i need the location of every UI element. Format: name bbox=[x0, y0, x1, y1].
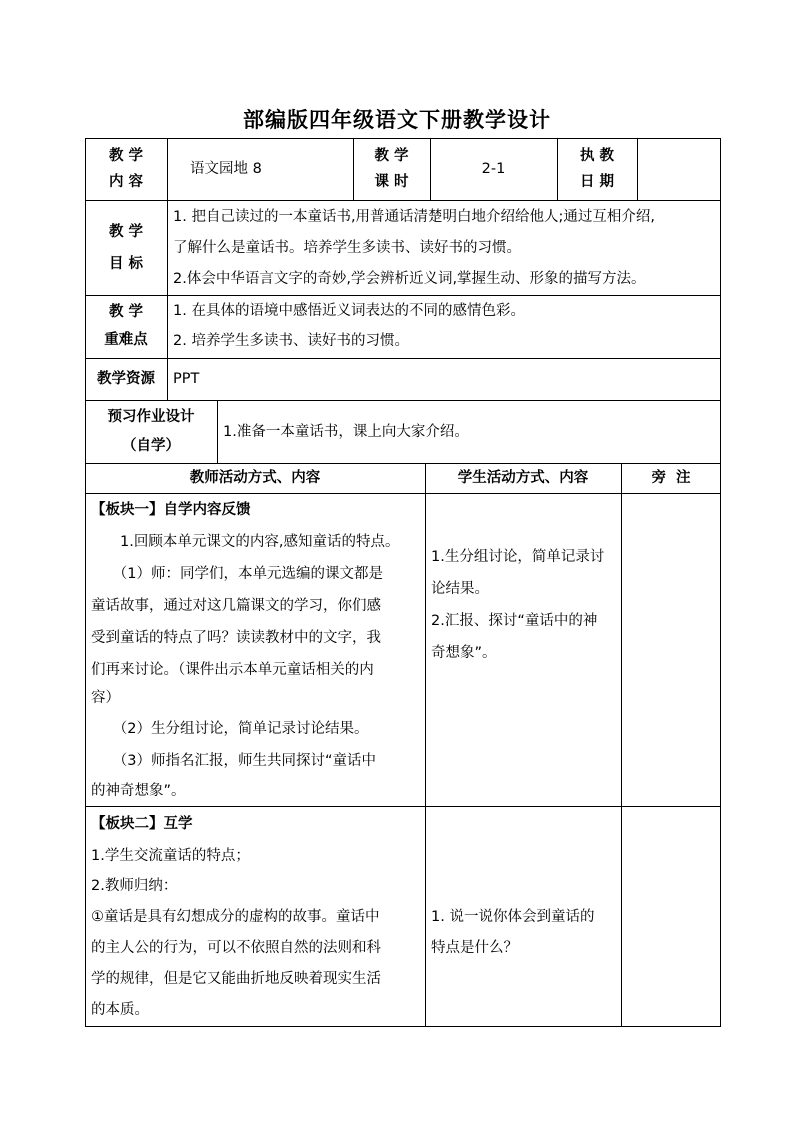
block2-student-line: 1. 说一说你体会到童话的 bbox=[431, 909, 595, 925]
col-divider bbox=[637, 138, 638, 200]
block1-teacher-line: （2）生分组讨论，简单记录讨论结果。 bbox=[91, 721, 369, 737]
label-content: 教 学 内 容 bbox=[108, 148, 144, 190]
block2-teacher-line: 学的规律，但是它又能曲折地反映着现实生活 bbox=[91, 971, 381, 987]
block1-teacher-line: 们再来讨论。（课件出示本单元童话相关的内 bbox=[91, 662, 374, 678]
label-preview: 预习作业设计 （自学） bbox=[107, 409, 195, 454]
block1-heading: 【板块一】自学内容反馈 bbox=[91, 502, 251, 518]
block1-teacher-line: 的神奇想象”。 bbox=[91, 783, 186, 799]
block2-teacher-line: 1.学生交流童话的特点； bbox=[91, 848, 250, 864]
block1-teacher-line: （1）师：同学们，本单元选编的课文都是 bbox=[91, 566, 383, 582]
col-divider bbox=[167, 200, 168, 400]
page-title: 部编版四年级语文下册教学设计 bbox=[243, 108, 551, 132]
col-divider bbox=[217, 400, 218, 463]
row-divider bbox=[85, 463, 721, 464]
keypoints-line: 2. 培养学生多读书、读好书的习惯。 bbox=[173, 333, 409, 349]
header-student: 学生活动方式、内容 bbox=[457, 470, 589, 486]
block1-teacher-line: 容） bbox=[91, 690, 120, 706]
col-divider bbox=[621, 463, 622, 1027]
block1-student-line: 1.生分组讨论，简单记录讨 bbox=[431, 549, 605, 565]
block2-heading: 【板块二】互学 bbox=[91, 816, 193, 832]
keypoints-line: 1. 在具体的语境中感悟近义词表达的不同的感情色彩。 bbox=[173, 303, 525, 319]
goals-line: 2.体会中华语言文字的奇妙,学会辨析近义词,掌握生动、形象的描写方法。 bbox=[173, 271, 646, 287]
goals-line: 了解什么是童话书。培养学生多读书、读好书的习惯。 bbox=[173, 240, 521, 256]
col-divider bbox=[425, 463, 426, 1027]
col-divider bbox=[167, 138, 168, 200]
block1-student-line: 论结果。 bbox=[431, 581, 489, 597]
label-period: 教 学 课 时 bbox=[374, 148, 409, 190]
label-resources: 教学资源 bbox=[97, 371, 155, 387]
block2-teacher-line: ①童话是具有幻想成分的虚构的故事。童话中 bbox=[91, 909, 380, 925]
lesson-content-value: 语文园地 8 bbox=[190, 161, 262, 177]
row-divider bbox=[85, 358, 721, 359]
block1-teacher-line: （3）师指名汇报，师生共同探讨“童话中 bbox=[91, 753, 376, 769]
block1-student-line: 2.汇报、探讨“童话中的神 bbox=[431, 613, 598, 629]
block1-teacher-line: 受到童话的特点了吗？读读教材中的文字，我 bbox=[91, 630, 381, 646]
row-divider bbox=[85, 400, 721, 401]
block2-teacher-line: 的本质。 bbox=[91, 1002, 149, 1018]
lesson-period-value: 2-1 bbox=[481, 161, 506, 177]
resources-value: PPT bbox=[173, 371, 200, 387]
header-teacher: 教师活动方式、内容 bbox=[189, 470, 321, 486]
block1-teacher-line: 童话故事，通过对这几篇课文的学习，你们感 bbox=[91, 598, 381, 614]
block2-teacher-line: 的主人公的行为，可以不依照自然的法则和科 bbox=[91, 940, 381, 956]
header-notes: 旁 注 bbox=[651, 470, 691, 486]
goals-line: 1. 把自己读过的一本童话书,用普通话清楚明白地介绍给他人;通过互相介绍, bbox=[173, 209, 656, 225]
preview-value: 1.准备一本童话书，课上向大家介绍。 bbox=[223, 424, 469, 440]
label-goals: 教 学 目 标 bbox=[108, 224, 144, 272]
label-date: 执 教 日 期 bbox=[579, 148, 615, 190]
block2-teacher-line: 2.教师归纳： bbox=[91, 878, 178, 894]
block1-teacher-line: 1.回顾本单元课文的内容,感知童话的特点。 bbox=[91, 534, 400, 550]
block2-student-line: 特点是什么？ bbox=[431, 940, 518, 956]
label-keypoints: 教 学 重难点 bbox=[104, 304, 148, 348]
block1-student-line: 奇想象”。 bbox=[431, 645, 497, 661]
